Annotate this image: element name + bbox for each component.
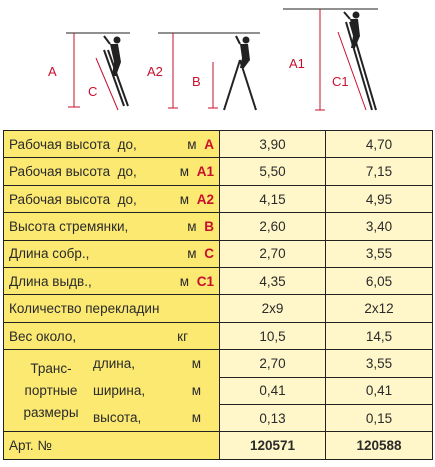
row-label: Рабочая высота до, м A	[4, 131, 220, 158]
spec-table-body	[4, 131, 433, 460]
value-cell: 7,15	[326, 158, 433, 185]
table-row	[4, 213, 433, 240]
table-row	[4, 240, 433, 267]
figure-leaning-ladder	[48, 33, 130, 110]
value-cell: 3,40	[326, 213, 433, 240]
row-label: Рабочая высота до, м A2	[4, 185, 220, 212]
transport-sub-width: ширина, м	[93, 383, 201, 399]
article-number: 120588	[326, 432, 433, 460]
figure-extended-ladder	[283, 9, 378, 110]
value-cell: 2,70	[220, 240, 326, 267]
table-row-transport-length	[4, 350, 433, 377]
label-c1: C1	[332, 74, 349, 89]
table-row	[4, 158, 433, 185]
dimension-code: A	[204, 136, 214, 152]
value-cell: 2,70	[220, 350, 326, 377]
row-label: Количество перекладин	[4, 295, 220, 322]
spec-table	[3, 130, 433, 460]
table-row	[4, 185, 433, 212]
row-label: Высота стремянки, м B	[4, 213, 220, 240]
value-cell: 2x9	[220, 295, 326, 322]
value-cell: 4,15	[220, 185, 326, 212]
value-cell: 0,41	[220, 377, 326, 404]
value-cell: 6,05	[326, 268, 433, 295]
value-cell: 0,13	[220, 405, 326, 432]
row-label: Вес около, кг	[4, 322, 220, 349]
row-label: Длина собр., м C	[4, 240, 220, 267]
value-cell: 3,90	[220, 131, 326, 158]
label-c: C	[88, 84, 98, 99]
table-row	[4, 268, 433, 295]
value-cell: 4,35	[220, 268, 326, 295]
dimension-code: A2	[196, 191, 214, 207]
dimension-code: B	[204, 218, 214, 234]
dimension-code: A1	[196, 164, 214, 180]
article-label: Арт. №	[4, 432, 220, 460]
dimension-code: C1	[196, 273, 214, 289]
label-b: B	[192, 74, 201, 89]
transport-sub-length: длина, м	[93, 356, 201, 372]
value-cell: 3,55	[326, 350, 433, 377]
value-cell: 3,55	[326, 240, 433, 267]
value-cell: 0,15	[326, 405, 433, 432]
table-row	[4, 295, 433, 322]
transport-sizes-title: Транс- портные размеры	[23, 360, 79, 420]
value-cell: 5,50	[220, 158, 326, 185]
ladder-illustrations	[0, 0, 435, 130]
label-a1: A1	[289, 56, 305, 71]
transport-sub-height: высота, м	[93, 410, 201, 426]
value-cell: 0,41	[326, 377, 433, 404]
dimension-code: C	[204, 246, 214, 262]
row-label: Рабочая высота до, м A1	[4, 158, 220, 185]
row-label: Длина выдв., м C1	[4, 268, 220, 295]
value-cell: 2x12	[326, 295, 433, 322]
table-row-article	[4, 432, 433, 460]
value-cell: 4,70	[326, 131, 433, 158]
value-cell: 10,5	[220, 322, 326, 349]
value-cell: 4,95	[326, 185, 433, 212]
label-a: A	[48, 64, 57, 79]
value-cell: 2,60	[220, 213, 326, 240]
table-row	[4, 322, 433, 349]
figure-step-ladder	[147, 33, 260, 110]
article-number: 120571	[220, 432, 326, 460]
table-row	[4, 131, 433, 158]
value-cell: 14,5	[326, 322, 433, 349]
label-a2: A2	[147, 64, 163, 79]
transport-sizes-group	[4, 350, 220, 432]
